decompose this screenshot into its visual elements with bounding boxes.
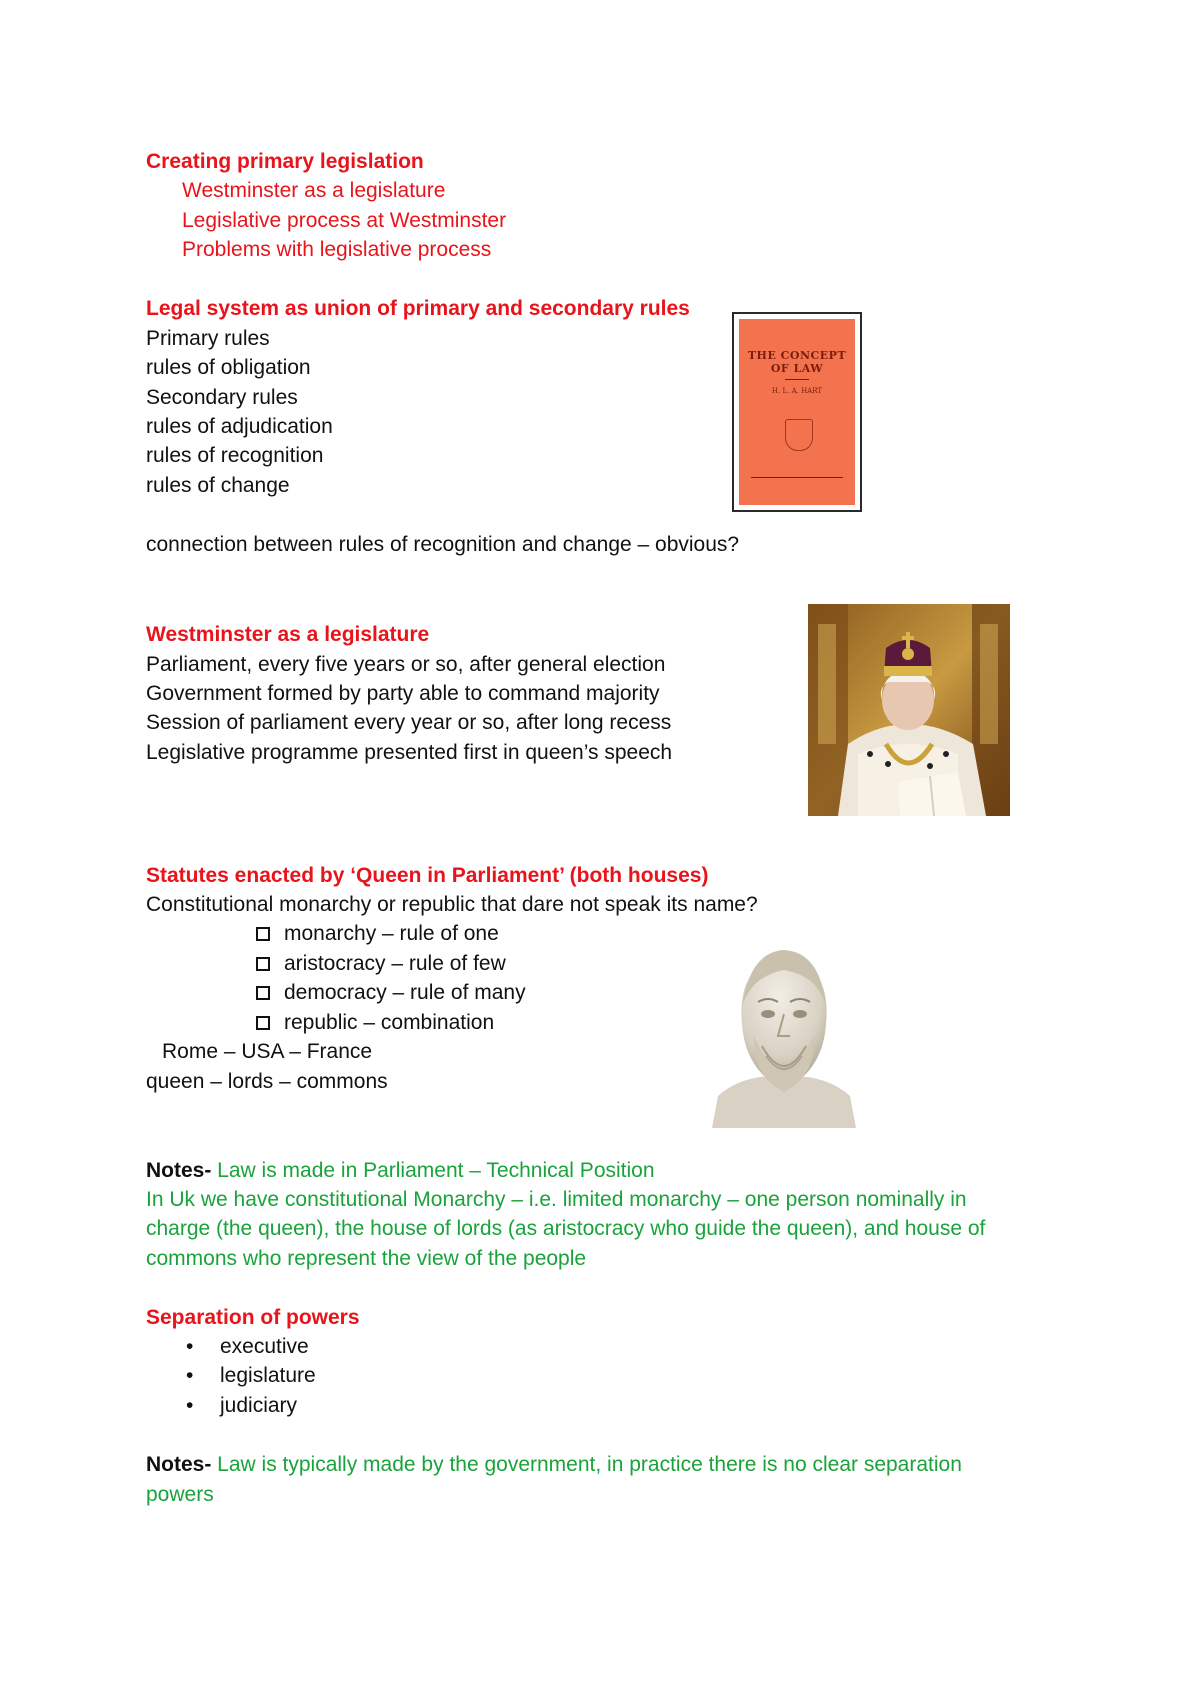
heading-legal-system: Legal system as union of primary and secondary rules [146,297,690,320]
bullet-icon: • [186,1364,194,1387]
list-item-label: executive [220,1335,309,1358]
book-author: H. L. A. HART [771,387,823,395]
book-divider [751,477,843,478]
book-title-line1: THE CONCEPT [747,349,847,362]
list-item-label: judiciary [220,1394,298,1417]
list-item [186,1334,309,1360]
heading-creating-primary-legislation: Creating primary legislation [146,150,424,173]
list-item [256,951,506,977]
notes-text: Law is made in Parliament – Technical Position [211,1159,655,1182]
list-item: Problems with legislative process [182,238,492,261]
list-item [256,921,499,947]
heading-statutes-enacted: Statutes enacted by ‘Queen in Parliament’ (both houses) [146,864,709,887]
list-item: rules of obligation [146,356,311,379]
notes-line [146,1158,655,1184]
checkbox-icon [256,927,270,941]
aristotle-bust-photo [712,936,856,1128]
list-item: Legislative process at Westminster [182,209,507,232]
heading-westminster-legislature: Westminster as a legislature [146,623,430,646]
book-cover [739,319,855,505]
notes-label: Notes- [146,1453,212,1476]
book-rule [785,379,809,380]
examples-line: Rome – USA – France [162,1040,373,1063]
option-label: monarchy – rule of one [284,922,499,945]
book-title [739,349,855,375]
list-item: Session of parliament every year or so, after long recess [146,711,672,734]
list-item: Parliament, every five years or so, after general election [146,653,666,676]
list-item: Government formed by party able to command majority [146,682,660,705]
bullet-icon: • [186,1335,194,1358]
list-item: Primary rules [146,327,270,350]
queen-photo-illustration [808,604,1010,816]
checkbox-icon [256,1016,270,1030]
option-label: republic – combination [284,1011,495,1034]
checkbox-icon [256,986,270,1000]
option-label: democracy – rule of many [284,981,526,1004]
option-label: aristocracy – rule of few [284,952,506,975]
list-item-label: legislature [220,1364,316,1387]
notes-text: commons who represent the view of the people [146,1247,587,1270]
monarchy-republic-question: Constitutional monarchy or republic that dare not speak its name? [146,893,758,916]
heading-separation-of-powers: Separation of powers [146,1306,360,1329]
bullet-icon: • [186,1394,194,1417]
list-item [256,980,526,1006]
list-item: rules of adjudication [146,415,333,438]
notes-text: powers [146,1483,214,1506]
concept-of-law-book-image [732,312,862,512]
list-item: Legislative programme presented first in queen’s speech [146,741,673,764]
list-item [186,1393,297,1419]
list-item [186,1363,316,1389]
list-item: Secondary rules [146,386,298,409]
list-item: Westminster as a legislature [182,179,446,202]
bust-illustration [712,936,856,1128]
notes-text: Law is typically made by the government, in practice there is no clear separation [211,1453,962,1476]
notes-line [146,1452,962,1478]
list-item [256,1010,494,1036]
notes-label: Notes- [146,1159,212,1182]
checkbox-icon [256,957,270,971]
crest-icon [785,419,813,451]
recognition-change-question: connection between rules of recognition and change – obvious? [146,533,740,556]
list-item: rules of change [146,474,290,497]
notes-text: In Uk we have constitutional Monarchy – i.e. limited monarchy – one person nominally in [146,1188,967,1211]
notes-text: charge (the queen), the house of lords (as aristocracy who guide the queen), and house of [146,1217,986,1240]
list-item: rules of recognition [146,444,324,467]
book-title-line2: OF LAW [770,362,824,375]
mapping-line: queen – lords – commons [146,1070,388,1093]
queen-speech-photo [808,604,1010,816]
